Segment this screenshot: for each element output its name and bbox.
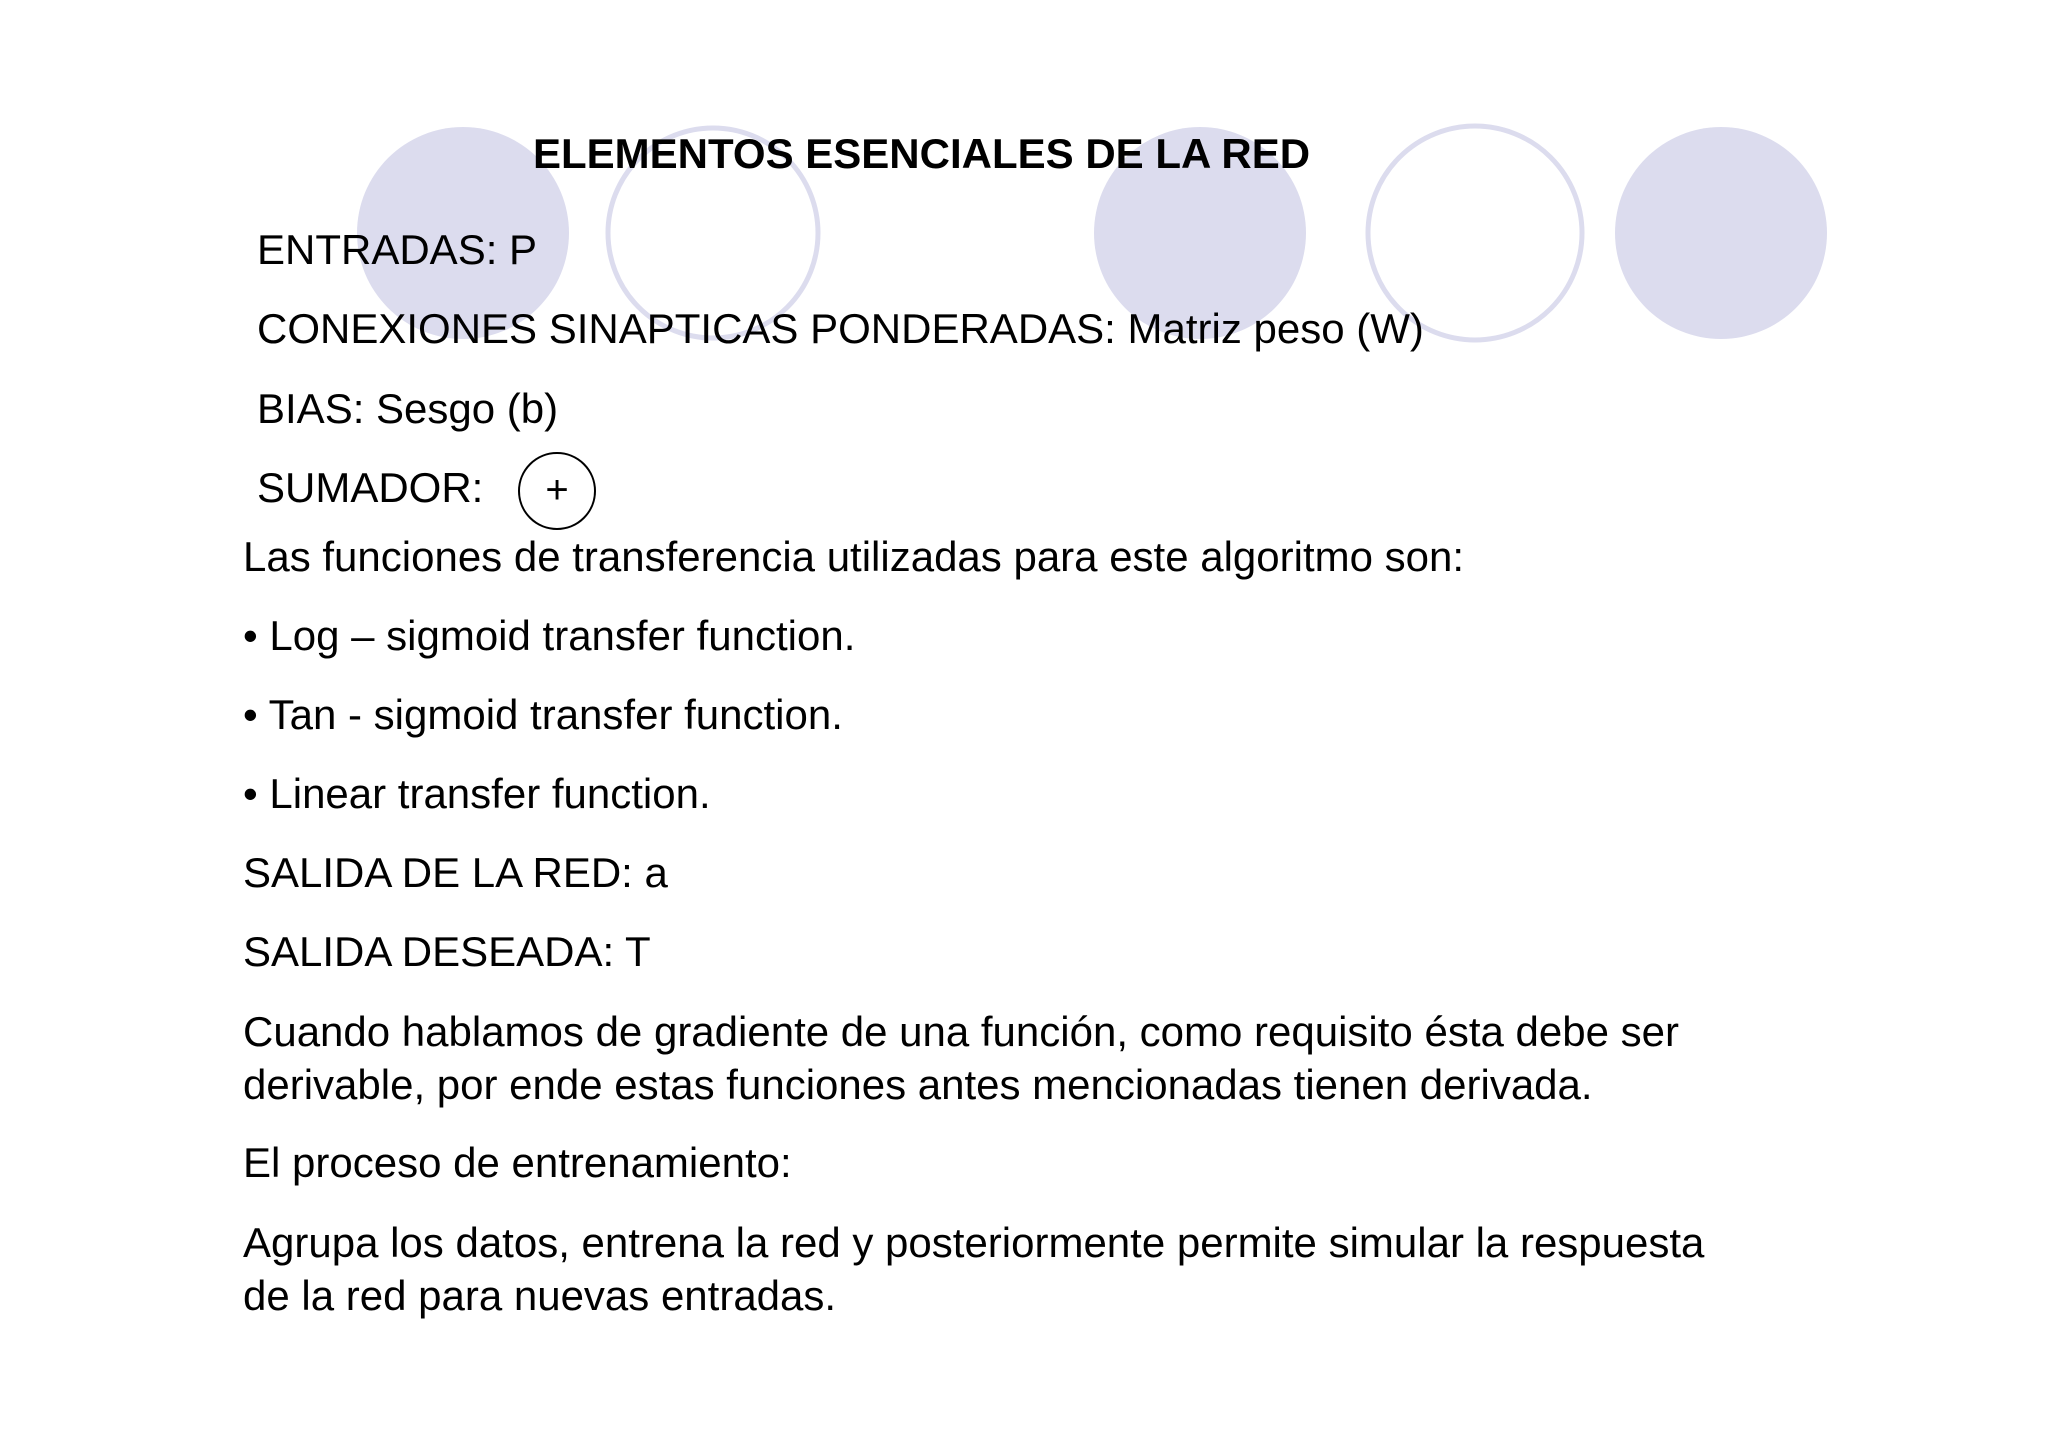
filled-circle-3	[1615, 127, 1827, 339]
training-line-1: Agrupa los datos, entrena la red y posteriormente permite simular la respuesta	[243, 1219, 1705, 1266]
inputs-line: ENTRADAS: P	[257, 226, 538, 273]
network-output: SALIDA DE LA RED: a	[243, 849, 668, 896]
transfer-intro: Las funciones de transferencia utilizadas para este algoritmo son:	[243, 533, 1465, 580]
summer-label: SUMADOR:	[257, 464, 484, 511]
gradient-line-2: derivable, por ende estas funciones antes mencionadas tienen derivada.	[243, 1061, 1593, 1108]
training-line-2: de la red para nuevas entradas.	[243, 1272, 837, 1319]
transfer-item-log: • Log – sigmoid transfer function.	[243, 612, 856, 659]
summer-symbol: +	[518, 452, 596, 530]
transfer-item-tan: • Tan - sigmoid transfer function.	[243, 691, 843, 738]
gradient-line-1: Cuando hablamos de gradiente de una función, como requisito ésta debe ser	[243, 1008, 1679, 1055]
weights-line: CONEXIONES SINAPTICAS PONDERADAS: Matriz peso (W)	[257, 305, 1424, 352]
training-paragraph	[243, 1216, 1704, 1322]
transfer-item-linear: • Linear transfer function.	[243, 770, 711, 817]
gradient-paragraph	[243, 1005, 1679, 1111]
training-heading: El proceso de entrenamiento:	[243, 1139, 792, 1186]
desired-output: SALIDA DESEADA: T	[243, 928, 651, 975]
slide-title: ELEMENTOS ESENCIALES DE LA RED	[533, 130, 1311, 177]
bias-line: BIAS: Sesgo (b)	[257, 385, 559, 432]
